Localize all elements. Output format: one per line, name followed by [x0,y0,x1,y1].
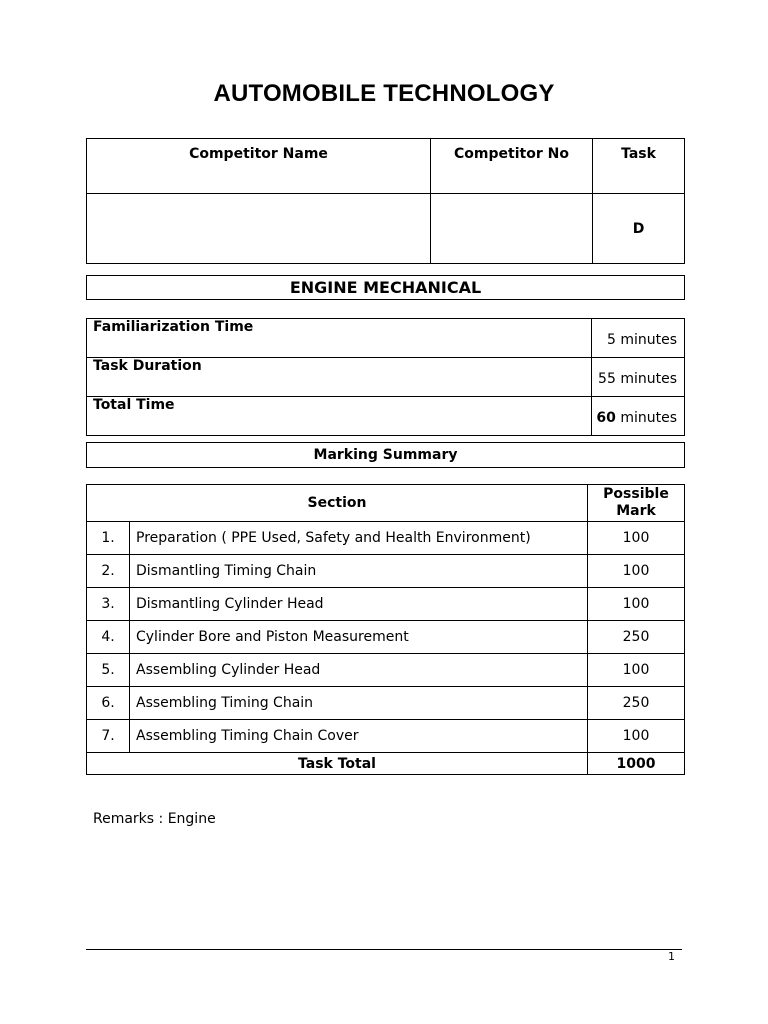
row-number: 6. [87,687,130,720]
row-mark: 100 [588,555,685,588]
table-row [87,687,685,720]
competitor-no-header: Competitor No [431,139,593,194]
table-row [87,522,685,555]
row-number: 3. [87,588,130,621]
footer-divider [86,949,682,950]
time-value-num: 60 [596,410,616,426]
possible-mark-header [588,485,685,522]
row-section: Assembling Timing Chain [130,687,588,720]
marking-summary-title: Marking Summary [86,442,685,468]
time-value-unit: minutes [615,332,677,348]
time-value [592,319,685,358]
row-mark: 100 [588,588,685,621]
section-header: Section [87,485,588,522]
row-number: 5. [87,654,130,687]
marking-header-row [87,485,685,522]
time-label: Familiarization Time [87,319,592,358]
marking-table [86,484,685,775]
time-value-unit: minutes [615,371,677,387]
time-row [87,319,685,358]
row-section: Assembling Cylinder Head [130,654,588,687]
time-value [592,397,685,436]
time-row [87,397,685,436]
competitor-name-header: Competitor Name [87,139,431,194]
row-number: 2. [87,555,130,588]
row-mark: 250 [588,687,685,720]
row-mark: 100 [588,654,685,687]
time-value-unit: minutes [615,410,677,426]
possible-mark-header-line1: Possible [603,486,669,502]
time-label: Total Time [87,397,592,436]
possible-mark-header-line2: Mark [616,503,656,519]
task-cell: D [593,194,685,264]
row-section: Preparation ( PPE Used, Safety and Health Environment) [130,522,588,555]
row-number: 7. [87,720,130,753]
time-row [87,358,685,397]
time-table [86,318,685,436]
remarks-text: Remarks : Engine [93,811,216,827]
module-title: ENGINE MECHANICAL [86,275,685,300]
page-number: 1 [668,950,675,963]
table-row [87,588,685,621]
table-row [87,621,685,654]
competitor-no-cell [431,194,593,264]
row-mark: 250 [588,621,685,654]
row-section: Assembling Timing Chain Cover [130,720,588,753]
table-row [87,654,685,687]
task-total-value: 1000 [588,753,685,775]
task-header: Task [593,139,685,194]
row-section: Dismantling Cylinder Head [130,588,588,621]
row-number: 4. [87,621,130,654]
time-value-num: 5 [606,332,616,348]
row-section: Dismantling Timing Chain [130,555,588,588]
row-number: 1. [87,522,130,555]
row-mark: 100 [588,522,685,555]
document-title: AUTOMOBILE TECHNOLOGY [213,80,555,107]
table-row [87,720,685,753]
table-row [87,555,685,588]
time-value [592,358,685,397]
total-row [87,753,685,775]
competitor-name-cell [87,194,431,264]
row-mark: 100 [588,720,685,753]
task-total-label: Task Total [87,753,588,775]
competitor-table [86,138,685,264]
row-section: Cylinder Bore and Piston Measurement [130,621,588,654]
time-value-num: 55 [598,371,616,387]
time-label: Task Duration [87,358,592,397]
